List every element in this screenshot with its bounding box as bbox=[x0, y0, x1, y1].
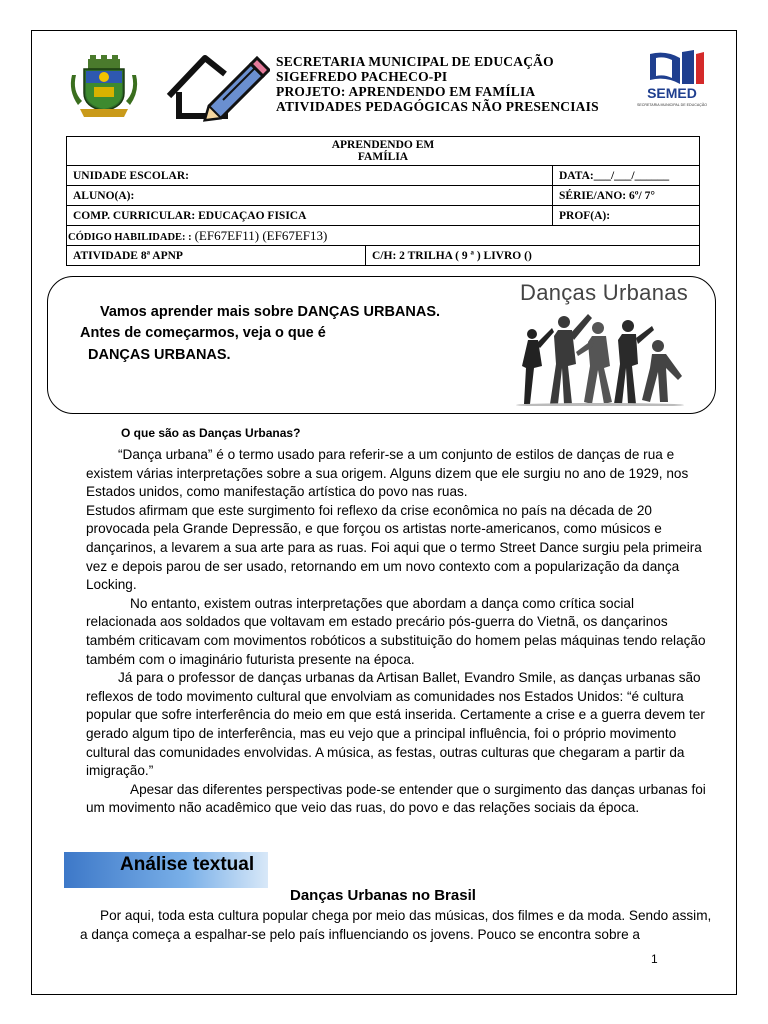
article-paragraph-5: Apesar das diferentes perspectivas pode-se entender que o surgimento das danças urbanas foi um movimento não acadêmico que veio das ruas, do povo e das relações sociais da época. bbox=[86, 781, 706, 816]
table-title bbox=[67, 137, 700, 166]
question-heading: O que são as Danças Urbanas? bbox=[121, 426, 301, 440]
componente-curricular-field: COMP. CURRICULAR: EDUCAÇAO FISICA bbox=[67, 206, 553, 226]
section-title: Danças Urbanas no Brasil bbox=[290, 887, 476, 904]
intro-line-3: DANÇAS URBANAS. bbox=[88, 347, 231, 363]
header-text bbox=[276, 54, 599, 114]
dancas-urbanas-image-title: Danças Urbanas bbox=[520, 280, 689, 305]
analise-textual-banner bbox=[64, 850, 268, 890]
carga-horaria-field: C/H: 2 TRILHA ( 9 ª ) LIVRO () bbox=[366, 246, 700, 266]
page-number: 1 bbox=[651, 952, 658, 966]
table-title-line-2: FAMÍLIA bbox=[357, 151, 409, 163]
intro-line-1: Vamos aprender mais sobre DANÇAS URBANAS. bbox=[100, 304, 441, 320]
unidade-escolar-field[interactable]: UNIDADE ESCOLAR: bbox=[67, 166, 553, 186]
serie-field[interactable]: SÉRIE/ANO: 6º/ 7° bbox=[553, 186, 700, 206]
analise-body bbox=[80, 906, 714, 944]
semed-subtitle: SECRETARIA MUNICIPAL DE EDUCAÇÃO bbox=[636, 103, 708, 107]
article-body bbox=[86, 446, 706, 818]
article-paragraph-2: Estudos afirmam que este surgimento foi reflexo da crise econômica no país na década de 20 provocada pela Grande Depressão, e que forçou os artistas norte-americanos, como músicos e dançarinos, a levarem a sua arte para as ruas. Foi aqui que o termo Street Dance surgiu pela primeira vez e depois parou de ser usado, retornando em um novo contexto com a popularização da dança Locking. bbox=[86, 502, 702, 593]
municipal-crest-logo bbox=[68, 55, 140, 119]
codigo-habilidade-values: (EF67EF11) (EF67EF13) bbox=[194, 227, 328, 243]
table-title-line-1: APRENDENDO EM bbox=[331, 139, 435, 151]
header-line-4: ATIVIDADES PEDAGÓGICAS NÃO PRESENCIAIS bbox=[276, 99, 599, 114]
info-table bbox=[66, 136, 700, 266]
header-line-1: SECRETARIA MUNICIPAL DE EDUCAÇÃO bbox=[276, 54, 554, 69]
prof-field[interactable]: PROF(A): bbox=[553, 206, 700, 226]
codigo-habilidade-label: CÓDIGO HABILIDADE: : bbox=[68, 231, 192, 243]
analise-paragraph-1: Por aqui, toda esta cultura popular chega por meio das músicas, dos filmes e da moda. Sendo assim, a dança começa a espalhar-se pelo país influenciando os jovens. Pouco se encontra sobre a bbox=[80, 908, 712, 942]
analise-textual-label: Análise textual bbox=[120, 854, 255, 875]
data-field[interactable]: DATA:___/___/______ bbox=[553, 166, 700, 186]
aluno-field[interactable]: ALUNO(A): bbox=[67, 186, 553, 206]
atividade-field: ATIVIDADE 8ª APNP bbox=[67, 246, 366, 266]
intro-line-2: Antes de começarmos, veja o que é bbox=[80, 325, 326, 341]
header-line-2: SIGEFREDO PACHECO-PI bbox=[276, 69, 448, 84]
dancers-photo bbox=[512, 306, 688, 406]
article-paragraph-3: No entanto, existem outras interpretações que abordam a dança como crítica social relacionada aos soldados que voltavam em estado precário pós-guerra do Vietnã, os dançarinos também criticavam com movimentos robóticos a substituição do homem pelas máquinas tendo relação também com o imaginário futurista presente na época. bbox=[86, 595, 706, 667]
codigo-habilidade bbox=[67, 226, 700, 246]
header-line-3: PROJETO: APRENDENDO EM FAMÍLIA bbox=[276, 84, 536, 99]
semed-logo bbox=[636, 48, 708, 120]
article-paragraph-4: Já para o professor de danças urbanas da Artisan Ballet, Evandro Smile, as danças urbanas são reflexos de todo movimento cultural que envolviam as comunidades nos Estados Unidos: “é cultura popular que sofre interferência do meio em que está inserida. Certamente a crise e a guerra devem ter gerado algum tipo de interferência, mas eu vejo que a principal influência, foi o próprio movimento cultural das comunidades envolvidas. A música, as festas, outras culturas que chegaram a partir da imigração.” bbox=[86, 670, 705, 779]
pencil-house-logo bbox=[165, 50, 270, 122]
semed-label: SEMED bbox=[647, 85, 697, 101]
article-paragraph-1: “Dança urbana” é o termo usado para referir-se a um conjunto de estilos de danças de rua e existem várias interpretações sobre a sua origem. Alguns dizem que ele surgiu no ano de 1929, nos Estados unidos, como manifestação artística do povo nas ruas. bbox=[86, 447, 689, 500]
